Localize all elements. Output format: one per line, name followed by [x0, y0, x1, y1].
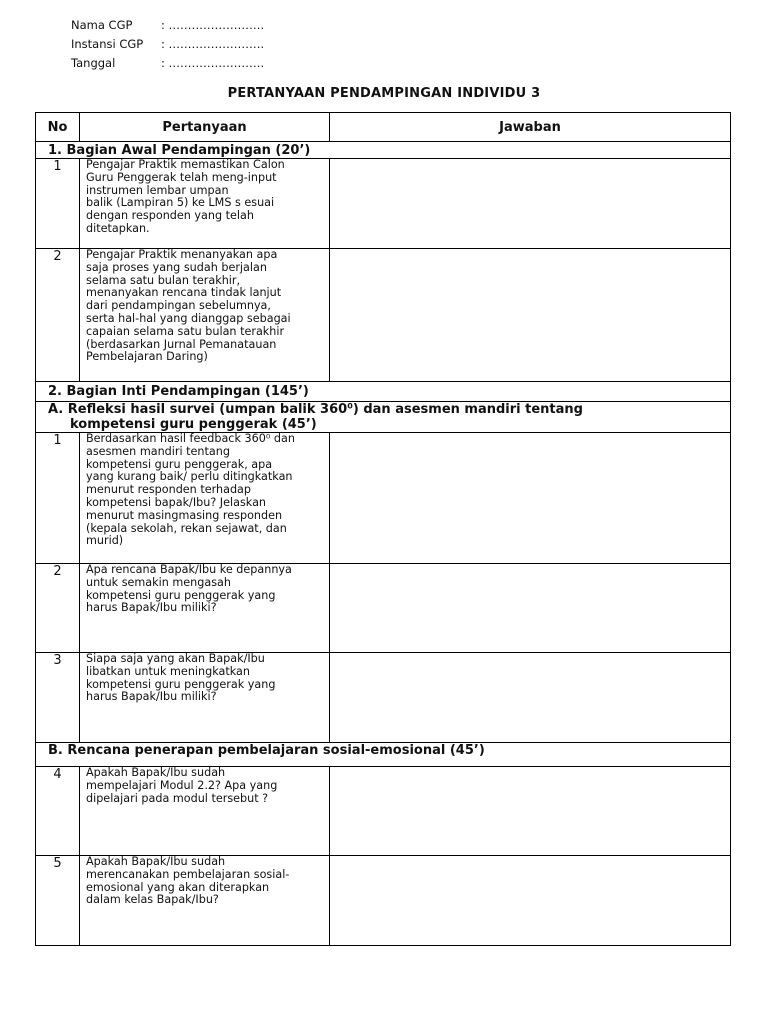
table-row [36, 767, 731, 856]
table-row [36, 249, 731, 382]
section-heading-2: 2. Bagian Inti Pendampingan (145’) [36, 382, 731, 402]
row-number: 1 [36, 433, 80, 564]
answer-cell[interactable] [330, 767, 731, 856]
section-heading-a-line2: kompetensi guru penggerak (45’) [70, 417, 317, 432]
field-label: Tanggal [71, 56, 116, 70]
row-number: 3 [36, 653, 80, 743]
section-row [36, 382, 731, 402]
question-cell [80, 249, 330, 382]
answer-cell[interactable] [330, 159, 731, 249]
field-tanggal [71, 54, 264, 73]
row-number: 1 [36, 159, 80, 249]
table-header-row [36, 113, 731, 142]
header-answer: Jawaban [330, 113, 731, 142]
question-text: Apakah Bapak/Ibu sudah mempelajari Modul 2.2? Apa yang dipelajari pada modul tersebut ? [86, 766, 278, 805]
field-label: Nama CGP [71, 18, 133, 32]
header-no: No [36, 113, 80, 142]
section-heading-a [36, 402, 731, 433]
field-nama-cgp [71, 16, 264, 35]
row-number: 5 [36, 856, 80, 946]
question-table [35, 112, 731, 946]
question-cell [80, 653, 330, 743]
table-row [36, 159, 731, 249]
question-cell [80, 767, 330, 856]
question-text: Siapa saja yang akan Bapak/Ibu libatkan untuk meningkatkan kompetensi guru penggerak yang harus Bapak/Ibu miliki? [86, 652, 276, 704]
header-fields [71, 16, 264, 73]
question-cell [80, 159, 330, 249]
section-heading-1: 1. Bagian Awal Pendampingan (20’) [36, 142, 731, 159]
field-value: : ……………………. [161, 56, 265, 70]
question-cell [80, 564, 330, 653]
section-row [36, 402, 731, 433]
row-number: 2 [36, 249, 80, 382]
table-row [36, 564, 731, 653]
field-value: : ……………………. [161, 18, 265, 32]
question-cell [80, 433, 330, 564]
answer-cell[interactable] [330, 856, 731, 946]
answer-cell[interactable] [330, 249, 731, 382]
question-text: Apa rencana Bapak/Ibu ke depannya untuk semakin mengasah kompetensi guru penggerak yang harus Bapak/Ibu miliki? [86, 563, 292, 615]
field-instansi-cgp [71, 35, 264, 54]
field-label: Instansi CGP [71, 37, 144, 51]
answer-cell[interactable] [330, 653, 731, 743]
table-row [36, 653, 731, 743]
header-question: Pertanyaan [80, 113, 330, 142]
section-row [36, 142, 731, 159]
question-text: Berdasarkan hasil feedback 360⁰ dan asesmen mandiri tentang kompetensi guru penggerak, apa yang kurang baik/ perlu ditingkatkan menurut responden terhadap kompetensi bapak/Ibu? Jelaskan menurut masingmasing responden (kepala sekolah, rekan sejawat, dan murid) [86, 432, 295, 548]
section-row [36, 743, 731, 767]
document-title: PERTANYAAN PENDAMPINGAN INDIVIDU 3 [227, 86, 541, 101]
question-cell [80, 856, 330, 946]
question-text: Pengajar Praktik memastikan Calon Guru Penggerak telah meng-input instrumen lembar umpan balik (Lampiran 5) ke LMS s esuai dengan responden yang telah ditetapkan. [86, 158, 285, 235]
answer-cell[interactable] [330, 564, 731, 653]
row-number: 2 [36, 564, 80, 653]
section-heading-a-line1: A. Refleksi hasil survei (umpan balik 360⁰) dan asesmen mandiri tentang [48, 402, 583, 417]
question-text: Pengajar Praktik menanyakan apa saja proses yang sudah berjalan selama satu bulan terakhir, menanyakan rencana tindak lanjut dari pendampingan sebelumnya, serta hal-hal yang dianggap sebagai capaian selama satu bulan terakhir (berdasarkan Jurnal Pemanatauan Pembelajaran Daring) [86, 248, 291, 364]
row-number: 4 [36, 767, 80, 856]
section-heading-b: B. Rencana penerapan pembelajaran sosial-emosional (45’) [36, 743, 731, 767]
question-text: Apakah Bapak/Ibu sudah merencanakan pembelajaran sosial- emosional yang akan diterapkan dalam kelas Bapak/Ibu? [86, 855, 290, 907]
answer-cell[interactable] [330, 433, 731, 564]
table-row [36, 856, 731, 946]
field-value: : ……………………. [161, 37, 265, 51]
table-row [36, 433, 731, 564]
